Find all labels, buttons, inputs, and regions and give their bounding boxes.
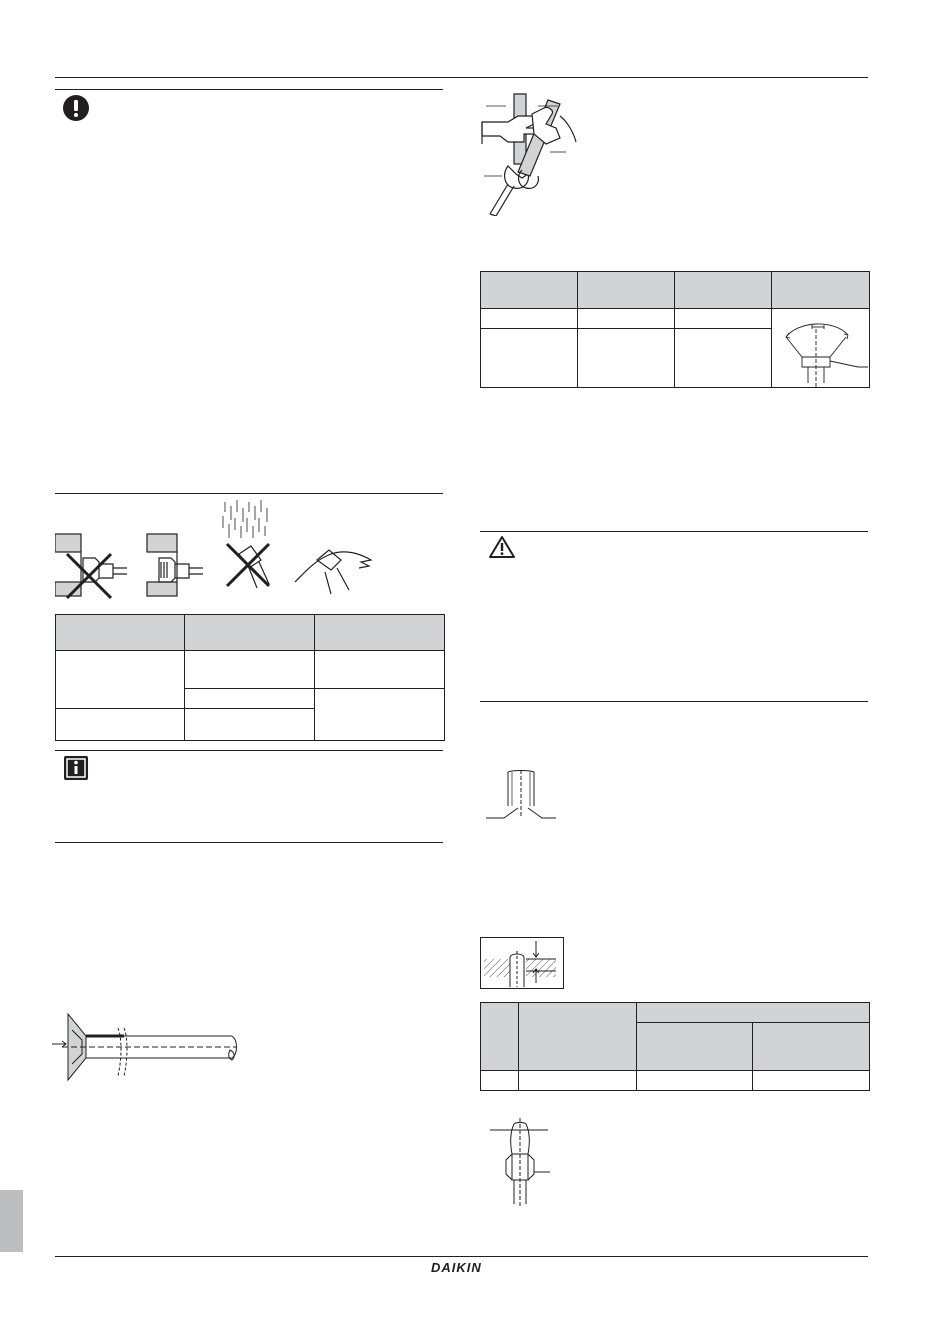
flare-nut-on-pipe-drawing	[486, 1118, 552, 1206]
table-row	[56, 615, 445, 651]
table-header-cell	[185, 615, 315, 651]
flare-angle-diagram	[772, 309, 868, 387]
table-cell	[315, 689, 445, 741]
flare-dimension-table	[480, 1002, 870, 1091]
header-rule	[55, 77, 868, 78]
table-header-cell	[481, 1003, 519, 1071]
table-cell	[185, 709, 315, 741]
caution-top-rule	[480, 531, 868, 532]
table-cell-flare-diagram	[772, 309, 870, 388]
table-cell	[185, 651, 315, 689]
brand-logo: DAIKIN	[431, 1260, 482, 1275]
table-header-cell	[578, 272, 675, 309]
table-cell	[56, 651, 185, 709]
table-cell	[675, 309, 772, 329]
pipe-storage-illustrations	[55, 498, 385, 600]
table-header-cell	[56, 615, 185, 651]
table-cell	[481, 329, 578, 388]
flare-cross-section-drawing	[52, 1008, 247, 1084]
table-cell	[578, 309, 675, 329]
table-header-cell	[637, 1023, 753, 1071]
table-row	[481, 1071, 870, 1091]
table-cell	[753, 1071, 870, 1091]
table-cell	[481, 1071, 519, 1091]
flare-gauge-drawing	[480, 937, 564, 989]
table-header-cell	[519, 1003, 637, 1071]
side-section-tab	[0, 1190, 23, 1252]
table-cell	[637, 1071, 753, 1091]
storage-period-table	[55, 614, 445, 741]
table-header-cell	[481, 272, 578, 309]
table-cell	[56, 709, 185, 741]
warning-triangle-icon	[488, 535, 516, 559]
caution-bottom-rule	[480, 701, 868, 702]
table-header-cell	[315, 615, 445, 651]
table-cell	[578, 329, 675, 388]
table-cell	[185, 689, 315, 709]
table-row	[481, 309, 870, 329]
table-header-cell	[637, 1003, 870, 1023]
table-cell	[675, 329, 772, 388]
table-cell	[315, 651, 445, 689]
notice-top-rule	[55, 89, 443, 90]
table-row	[56, 651, 445, 689]
two-wrench-tightening-drawing	[478, 86, 588, 216]
table-header-cell	[675, 272, 772, 309]
table-header-cell	[753, 1023, 870, 1071]
info-bottom-rule	[55, 842, 443, 843]
section-rule-1	[55, 493, 443, 494]
footer-rule	[55, 1256, 868, 1257]
table-row	[481, 1003, 870, 1023]
exclamation-circle-icon	[62, 94, 90, 122]
table-row	[481, 272, 870, 309]
pipe-end-drawing	[486, 768, 556, 820]
table-cell	[481, 309, 578, 329]
table-header-cell	[772, 272, 870, 309]
flare-nut-torque-table	[480, 271, 870, 388]
table-cell	[519, 1071, 637, 1091]
information-icon	[63, 755, 89, 781]
info-top-rule	[55, 750, 443, 751]
